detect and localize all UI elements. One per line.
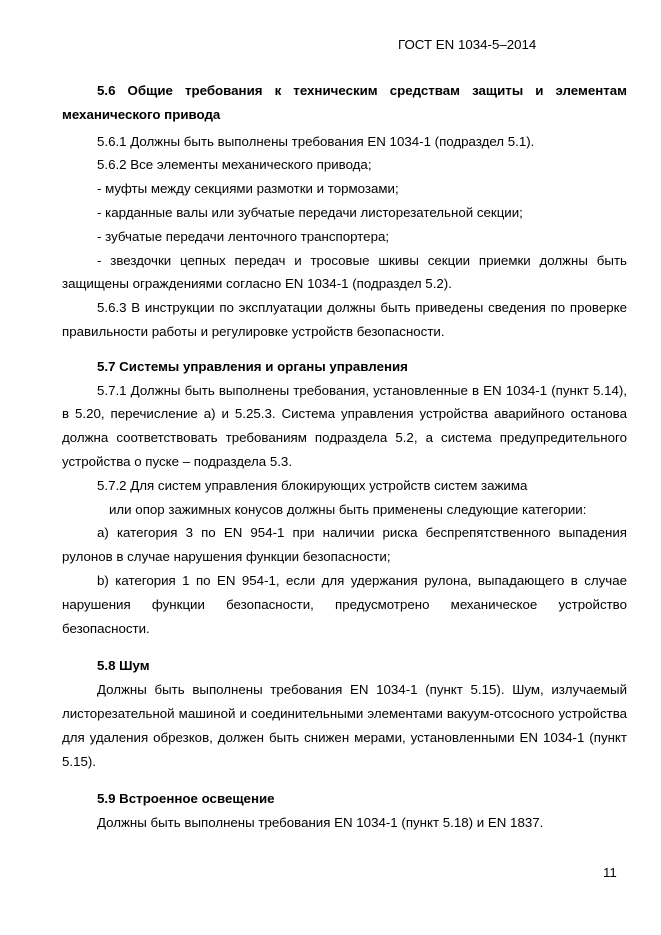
list-item-gears: - зубчатые передачи ленточного транспортера; xyxy=(97,228,390,244)
section-heading-5-6: 5.6 Общие требования к техническим средствам защиты и элементам механического привода xyxy=(62,83,627,122)
section-heading-5-9: 5.9 Встроенное освещение xyxy=(97,791,275,807)
paragraph-5-6-2: 5.6.2 Все элементы механического привода; xyxy=(97,157,372,173)
page-number: 11 xyxy=(603,865,617,880)
paragraph-5-9-body: Должны быть выполнены требования EN 1034-1 (пункт 5.18) и EN 1837. xyxy=(97,815,544,831)
document-body xyxy=(62,79,627,835)
list-item-sprockets: - звездочки цепных передач и тросовые шкивы секции приемки должны быть защищены ограждениями согласно EN 1034-1 (подраздел 5.2). xyxy=(62,252,627,292)
paragraph-item-a: а) категория 3 по EN 954-1 при наличии риска беспрепятственного выпадения рулонов в случае нарушения функции безопасности; xyxy=(62,525,627,565)
paragraph-5-7-2: 5.7.2 Для систем управления блокирующих устройств систем зажима xyxy=(97,477,528,493)
list-item-couplings: - муфты между секциями размотки и тормозами; xyxy=(97,181,399,197)
running-header-doc-code: ГОСТ EN 1034-5–2014 xyxy=(398,37,537,52)
paragraph-5-8-body: Должны быть выполнены требования EN 1034-1 (пункт 5.15). Шум, излучаемый листорезательной машиной и соединительными элементами вакуум-отсосного устройства для удаления обрезков, должен быть снижен мерами, установленными EN 1034-1 (пункт 5.15). xyxy=(62,682,627,769)
paragraph-5-7-2-cont: или опор зажимных конусов должны быть применены следующие категории: xyxy=(109,501,587,517)
paragraph-5-6-3: 5.6.3 В инструкции по эксплуатации должны быть приведены сведения по проверке правильности работы и регулировке устройств безопасности. xyxy=(62,300,627,339)
paragraph-5-7-1: 5.7.1 Должны быть выполнены требования, установленные в EN 1034-1 (пункт 5.14), в 5.20, перечисление а) и 5.25.3. Система управления устройства аварийного останова должна соответствовать требованиям подраздела 5.2, а система предупредительного устройства о пуске – подраздела 5.3. xyxy=(62,382,627,469)
list-item-shafts: - карданные валы или зубчатые передачи листорезательной секции; xyxy=(97,204,523,220)
section-heading-5-7: 5.7 Системы управления и органы управления xyxy=(97,358,408,374)
section-heading-5-8: 5.8 Шум xyxy=(97,658,150,674)
paragraph-item-b: b) категория 1 по EN 954-1, если для удержания рулона, выпадающего в случае нарушения функции безопасности, предусмотрено механическое устройство безопасности. xyxy=(62,572,627,636)
paragraph-5-6-1: 5.6.1 Должны быть выполнены требования EN 1034-1 (подраздел 5.1). xyxy=(97,133,535,149)
